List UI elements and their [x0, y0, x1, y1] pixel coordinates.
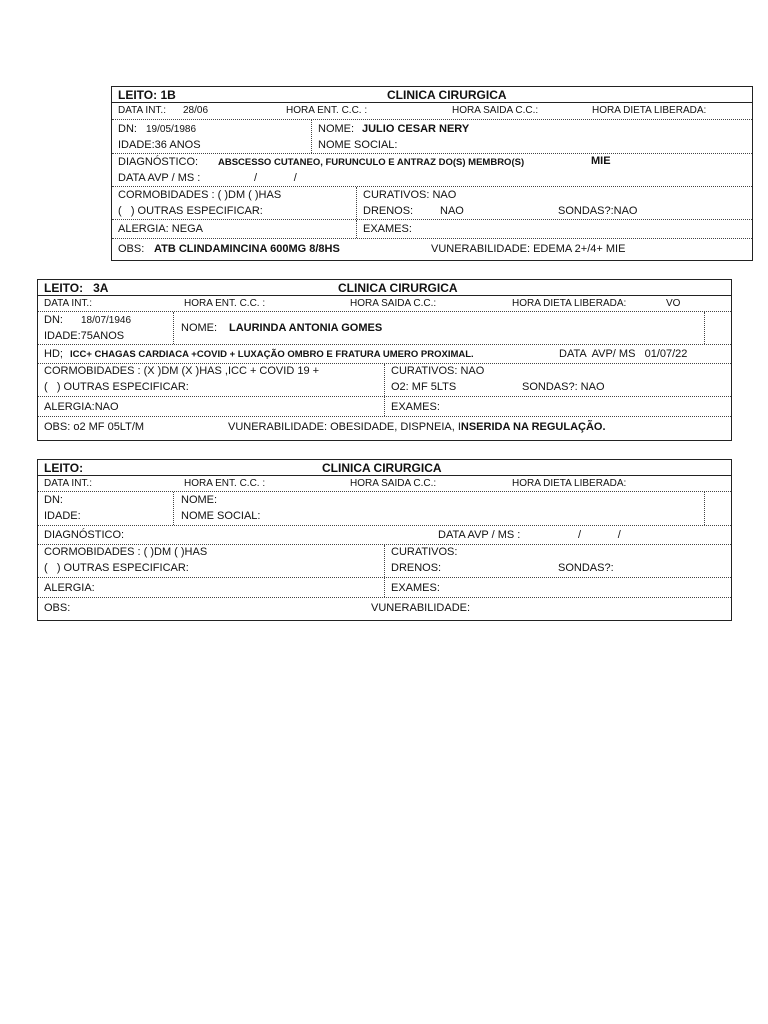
nome-label: NOME: [181, 322, 218, 334]
obs-row [38, 598, 731, 618]
data-avp-value: / / [254, 172, 297, 184]
diagnosis-row [38, 526, 731, 545]
leito-label: LEITO: 3A [44, 281, 109, 295]
card-title: CLINICA CIRURGICA [338, 281, 458, 295]
curativos: CURATIVOS: NAO [391, 365, 485, 377]
obs: OBS: [44, 602, 71, 614]
card-header [112, 87, 752, 103]
hd-value: ICC+ CHAGAS CARDIACA +COVID + LUXAÇÃO OMBRO E FRATURA UMERO PROXIMAL. [70, 349, 474, 360]
idade: IDADE:36 ANOS [118, 139, 201, 151]
card-title: CLINICA CIRURGICA [322, 461, 442, 475]
divider [384, 578, 385, 597]
diagnostico-label: DIAGNÓSTICO: [44, 529, 125, 541]
hora-dieta-label: HORA DIETA LIBERADA: [512, 478, 627, 489]
hora-saida-label: HORA SAIDA C.C.: [452, 105, 539, 116]
hora-dieta-value: VO [666, 298, 681, 309]
dn-label: DN: [44, 314, 63, 326]
times-row [112, 103, 752, 120]
data-avp-label: DATA AVP / MS : [118, 172, 201, 184]
alergia: ALERGIA: [44, 582, 95, 594]
vulnerabilidade-text: VUNERABILIDADE: OBESIDADE, DISPNEIA, I [228, 421, 461, 433]
nome-value: LAURINDA ANTONIA GOMES [229, 322, 383, 334]
sondas: SONDAS?:NAO [558, 205, 638, 217]
comorbidities-row [38, 545, 731, 578]
identity-row [38, 312, 731, 345]
data-int-label: DATA INT.: [44, 298, 92, 309]
obs-label: OBS: [118, 243, 145, 255]
divider [384, 545, 385, 577]
divider [356, 187, 357, 219]
dn-label: DN: [118, 123, 137, 135]
outras-especificar: ( ) OUTRAS ESPECIFICAR: [44, 381, 189, 393]
obs-row [112, 239, 752, 259]
exames-label: EXAMES: [391, 401, 440, 413]
divider [311, 120, 312, 153]
vulnerabilidade-bold: NSERIDA NA REGULAÇÃO. [460, 421, 606, 433]
patient-card-3 [37, 459, 732, 621]
comorbidades: CORMOBIDADES : ( )DM ( )HAS [118, 189, 282, 201]
idade: IDADE: [44, 510, 81, 522]
hora-dieta-label: HORA DIETA LIBERADA: [512, 298, 627, 309]
vulnerabilidade: VUNERABILIDADE: [371, 602, 471, 614]
drenos-label: DRENOS: [363, 205, 414, 217]
idade: IDADE:75ANOS [44, 330, 125, 342]
nome-value: JULIO CESAR NERY [362, 123, 470, 135]
o2: O2: MF 5LTS [391, 381, 457, 393]
card-title: CLINICA CIRURGICA [387, 88, 507, 102]
diagnosis-row [112, 154, 752, 187]
allergy-row [38, 578, 731, 598]
hora-saida-label: HORA SAIDA C.C.: [350, 298, 437, 309]
divider [356, 220, 357, 238]
sondas: SONDAS?: [558, 562, 614, 574]
times-row [38, 476, 731, 492]
divider [384, 364, 385, 396]
data-int-value: 28/06 [183, 105, 209, 116]
data-int-label: DATA INT.: [118, 105, 166, 116]
hora-saida-label: HORA SAIDA C.C.: [350, 478, 437, 489]
hora-ent-label: HORA ENT. C.C. : [184, 478, 266, 489]
hora-dieta-label: HORA DIETA LIBERADA: [592, 105, 707, 116]
obs-value: ATB CLINDAMINCINA 600MG 8/8HS [154, 243, 340, 255]
vulnerabilidade: VUNERABILIDADE: EDEMA 2+/4+ MIE [431, 243, 626, 255]
divider [704, 492, 705, 525]
outras-especificar: ( ) OUTRAS ESPECIFICAR: [118, 205, 263, 217]
nome-social-label: NOME SOCIAL: [181, 510, 261, 522]
diagnosis-row [38, 345, 731, 364]
data-int-label: DATA INT.: [44, 478, 92, 489]
identity-row [38, 492, 731, 526]
exames-label: EXAMES: [391, 582, 440, 594]
dn-label: DN: [44, 494, 63, 506]
data-avp-value: / / [578, 529, 621, 541]
drenos-label: DRENOS: [391, 562, 442, 574]
data-avp: DATA AVP/ MS 01/07/22 [559, 348, 688, 360]
divider [384, 397, 385, 416]
alergia: ALERGIA:NAO [44, 401, 119, 413]
hd-label: HD; [44, 348, 63, 360]
curativos: CURATIVOS: NAO [363, 189, 457, 201]
identity-row [112, 120, 752, 154]
drenos-value: NAO [440, 205, 464, 217]
allergy-row [38, 397, 731, 417]
nome-social-label: NOME SOCIAL: [318, 139, 398, 151]
diagnostico-extra: MIE [591, 155, 611, 167]
patient-card-2 [37, 279, 732, 441]
obs-row [38, 417, 731, 436]
card-header [38, 460, 731, 476]
leito-label: LEITO: [44, 461, 84, 475]
vulnerabilidade [228, 422, 606, 433]
patient-card-1 [111, 86, 753, 261]
dn-value: 18/07/1946 [81, 315, 132, 326]
divider [173, 492, 174, 525]
data-avp-label: DATA AVP / MS : [438, 529, 521, 541]
curativos: CURATIVOS: [391, 546, 458, 558]
outras-especificar: ( ) OUTRAS ESPECIFICAR: [44, 562, 189, 574]
comorbidades: CORMOBIDADES : (X )DM (X )HAS ,ICC + COVID 19 + [44, 365, 320, 377]
alergia: ALERGIA: NEGA [118, 223, 203, 235]
diagnostico-label: DIAGNÓSTICO: [118, 156, 199, 168]
diagnostico-value: ABSCESSO CUTANEO, FURUNCULO E ANTRAZ DO(S) MEMBRO(S) [218, 157, 525, 168]
nome-label: NOME: [318, 123, 355, 135]
divider [704, 312, 705, 344]
dn-value: 19/05/1986 [146, 124, 197, 135]
comorbidities-row [38, 364, 731, 397]
comorbidades: CORMOBIDADES : ( )DM ( )HAS [44, 546, 208, 558]
allergy-row [112, 220, 752, 239]
comorbidities-row [112, 187, 752, 220]
card-header [38, 280, 731, 296]
obs: OBS: o2 MF 05LT/M [44, 421, 145, 433]
leito-label: LEITO: 1B [118, 88, 176, 102]
times-row [38, 296, 731, 312]
hora-ent-label: HORA ENT. C.C. : [286, 105, 368, 116]
exames-label: EXAMES: [363, 223, 412, 235]
sondas: SONDAS?: NAO [522, 381, 605, 393]
nome-label: NOME: [181, 494, 218, 506]
hora-ent-label: HORA ENT. C.C. : [184, 298, 266, 309]
divider [173, 312, 174, 344]
